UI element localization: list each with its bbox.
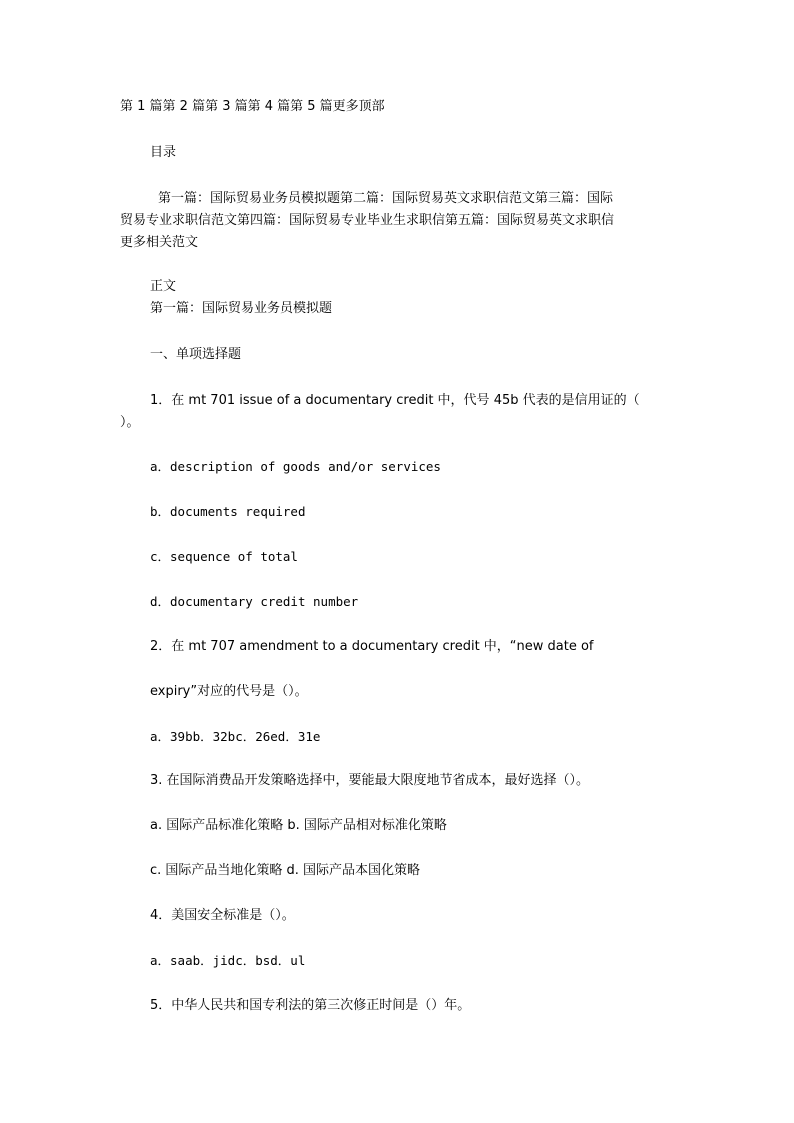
question-5: 5．中华人民共和国专利法的第三次修正时间是（）年。 bbox=[150, 998, 471, 1013]
question-1-line-2: ）。 bbox=[120, 415, 140, 430]
question-3-options-ab: a. 国际产品标准化策略 b. 国际产品相对标准化策略 bbox=[150, 818, 447, 833]
question-2-options: a．39bb．32bc．26ed．31e bbox=[150, 729, 321, 744]
section-heading: 一、单项选择题 bbox=[150, 347, 242, 362]
toc-line-1[interactable]: 第一篇：国际贸易业务员模拟题第二篇：国际贸易英文求职信范文第三篇：国际 bbox=[158, 191, 614, 206]
question-2-line-1: 2．在 mt 707 amendment to a documentary credit 中，“new date of bbox=[150, 639, 594, 654]
question-1-option-b: b．documents required bbox=[150, 504, 306, 519]
question-2-line-2: expiry”对应的代号是（）。 bbox=[150, 684, 308, 699]
article-title: 第一篇：国际贸易业务员模拟题 bbox=[150, 301, 333, 316]
question-4: 4．美国安全标准是（）。 bbox=[150, 908, 295, 923]
question-1-option-d: d．documentary credit number bbox=[150, 594, 359, 609]
section-nav[interactable]: 第 1 篇第 2 篇第 3 篇第 4 篇第 5 篇更多顶部 bbox=[120, 99, 385, 114]
question-1-option-c: c．sequence of total bbox=[150, 549, 298, 564]
question-3-options-cd: c. 国际产品当地化策略 d. 国际产品本国化策略 bbox=[150, 863, 421, 878]
question-1-line-1: 1．在 mt 701 issue of a documentary credit 中，代号 45b 代表的是信用证的（ bbox=[150, 393, 640, 408]
toc-line-2[interactable]: 贸易专业求职信范文第四篇：国际贸易专业毕业生求职信第五篇：国际贸易英文求职信 bbox=[120, 213, 615, 228]
question-1-option-a: a．description of goods and/or services bbox=[150, 459, 441, 474]
question-4-options: a．saab．jidc．bsd．ul bbox=[150, 953, 306, 968]
question-3: 3. 在国际消费品开发策略选择中，要能最大限度地节省成本，最好选择（）。 bbox=[150, 773, 590, 788]
toc-line-3[interactable]: 更多相关范文 bbox=[120, 235, 199, 250]
body-heading: 正文 bbox=[150, 279, 177, 294]
toc-heading: 目录 bbox=[150, 145, 177, 160]
